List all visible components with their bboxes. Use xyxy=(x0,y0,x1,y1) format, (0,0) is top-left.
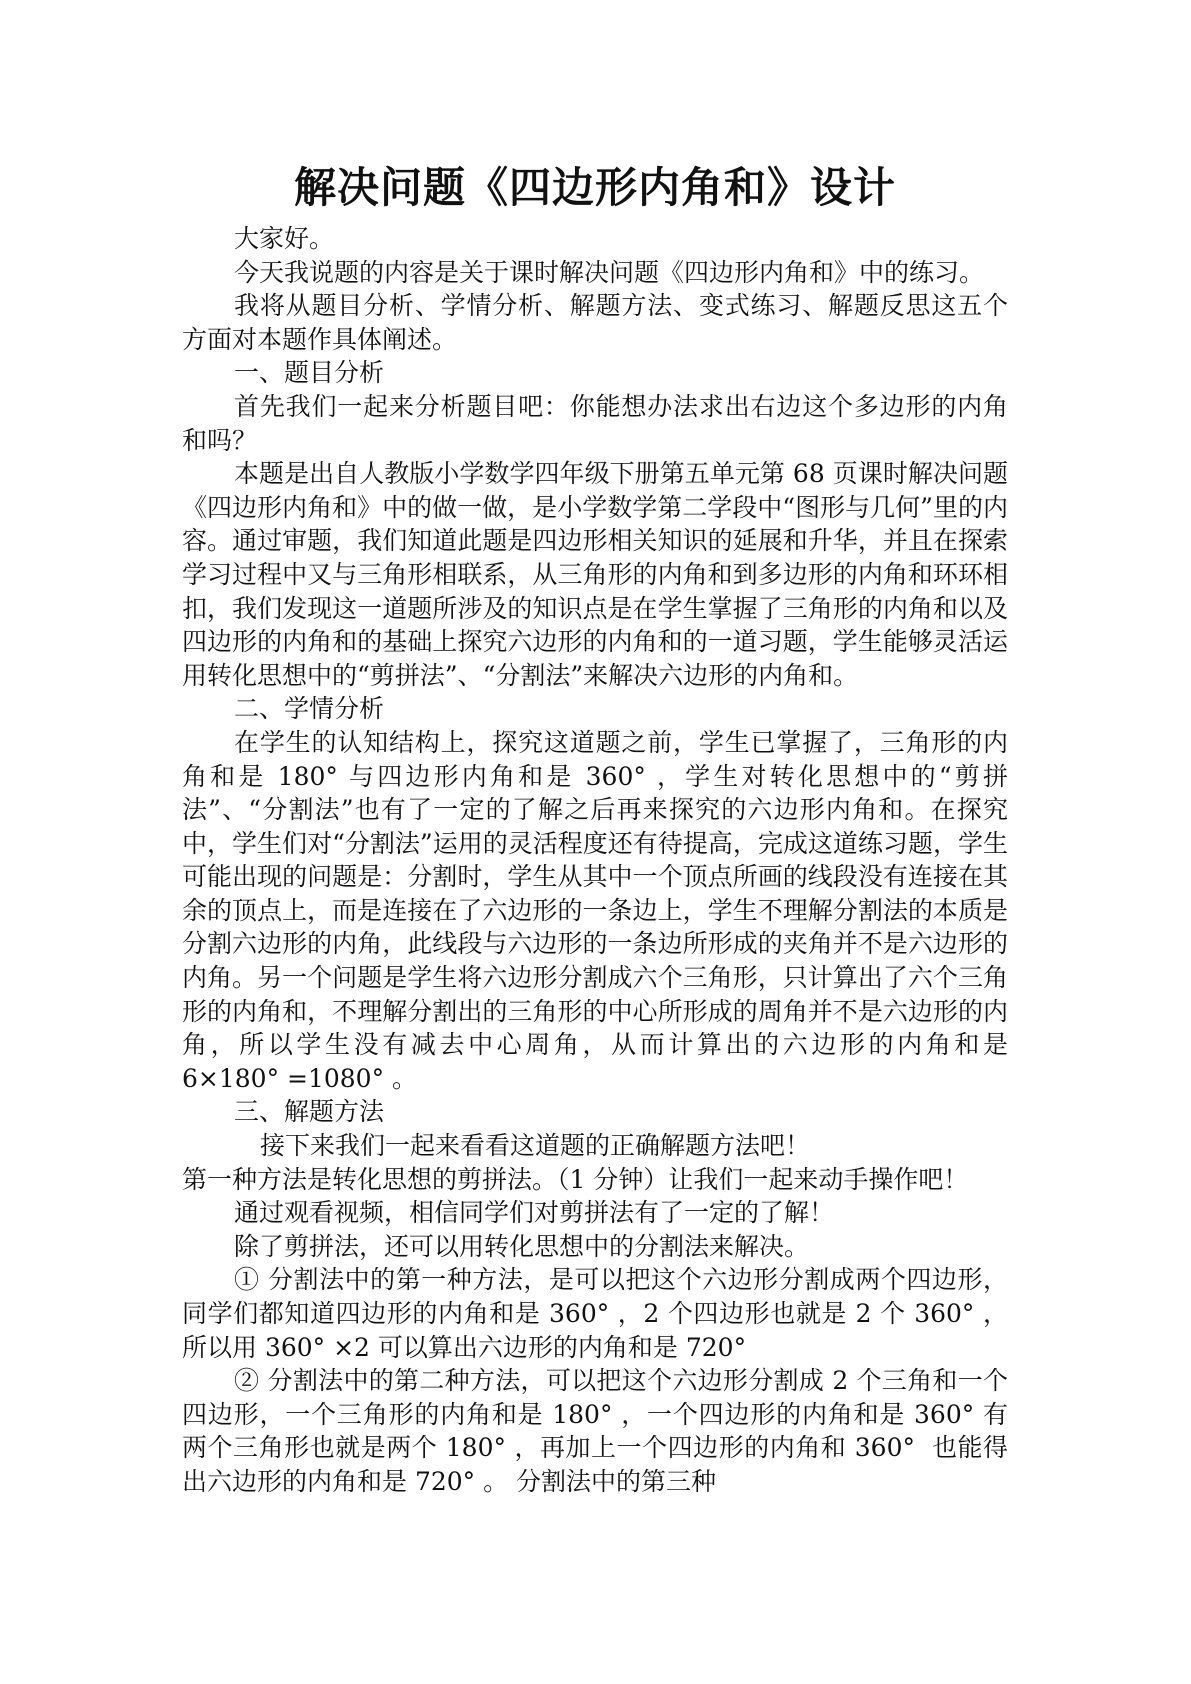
paragraph-topic-intro: 今天我说题的内容是关于课时解决问题《四边形内角和》中的练习。 xyxy=(234,257,985,287)
section-heading-solution-methods: 三、解题方法 xyxy=(234,1097,385,1127)
document-title: 解决问题《四边形内角和》设计 xyxy=(293,163,896,212)
paragraph-outline: 我将从题目分析、学情分析、解题方法、变式练习、解题反思这五个方面对本题作具体阐述。 xyxy=(182,291,1008,354)
paragraph-cut-paste-method: 第一种方法是转化思想的剪拼法。（1 分钟）让我们一起来动手操作吧！ xyxy=(182,1164,969,1194)
paragraph-student-analysis: 在学生的认知结构上，探究这道题之前，学生已掌握了，三角形的内角和是 180° 与四边形内角和是 360° ，学生对转化思想中的“剪拼法”、“分割法”也有了一定的了解之后再来探究的六边形内角和。在探究中，学生们对“分割法”运用的灵活程度还有待提高，完成这道练习题，学生可能出现的问题是：分割时，学生从其中一个顶点所画的线段没有连接在其余的顶点上，而是连接在了六边形的一条边上，学生不理解分割法的本质是分割六边形的内角，此线段与六边形的一条边所形成的夹角并不是六边形的内角。另一个问题是学生将六边形分割成六个三角形，只计算出了六个三角形的内角和，不理解分割出的三角形的中心所形成的周角并不是六边形的内角，所以学生没有减去中心周角，从而计算出的六边形的内角和是 6×180° =1080° 。 xyxy=(182,727,1016,1093)
section-heading-student-analysis: 二、学情分析 xyxy=(234,694,385,724)
document-page xyxy=(182,158,1016,1499)
paragraph-division-method-two: ② 分割法中的第二种方法，可以把这个六边形分割成 2 个三角和一个四边形，一个三角形的内角和是 180° ，一个四边形的内角和是 360° 有两个三角形也就是两个 180° ，再加上一个四边形的内角和 360° 也能得出六边形的内角和是 720° 。 分割法中的第三种 xyxy=(182,1366,1008,1496)
paragraph-solution-intro: 接下来我们一起来看看这道题的正确解题方法吧！ xyxy=(260,1131,811,1161)
paragraph-problem-source: 本题是出自人教版小学数学四年级下册第五单元第 68 页课时解决问题《四边形内角和》中的做一做，是小学数学第二学段中“图形与几何”里的内容。通过审题，我们知道此题是四边形相关知识的延展和升华，并且在探索学习过程中又与三角形相联系，从三角形的内角和到多边形的内角和环环相扣，我们发现这一道题所涉及的知识点是在学生掌握了三角形的内角和以及四边形的内角和的基础上探究六边形的内角和的一道习题，学生能够灵活运用转化思想中的“剪拼法”、“分割法”来解决六边形的内角和。 xyxy=(182,459,1008,690)
section-heading-problem-analysis: 一、题目分析 xyxy=(234,358,385,388)
paragraph-video-note: 通过观看视频，相信同学们对剪拼法有了一定的了解！ xyxy=(234,1198,835,1228)
paragraph-division-method-one: ① 分割法中的第一种方法，是可以把这个六边形分割成两个四边形，同学们都知道四边形的内角和是 360° ，2 个四边形也就是 2 个 360° ，所以用 360° ×2 可以算出六边形的内角和是 720° xyxy=(182,1265,1008,1362)
paragraph-division-method-intro: 除了剪拼法，还可以用转化思想中的分割法来解决。 xyxy=(234,1231,810,1261)
paragraph-greeting: 大家好。 xyxy=(234,224,335,253)
paragraph-problem-question: 首先我们一起来分析题目吧：你能想办法求出右边这个多边形的内角和吗？ xyxy=(182,391,1008,455)
